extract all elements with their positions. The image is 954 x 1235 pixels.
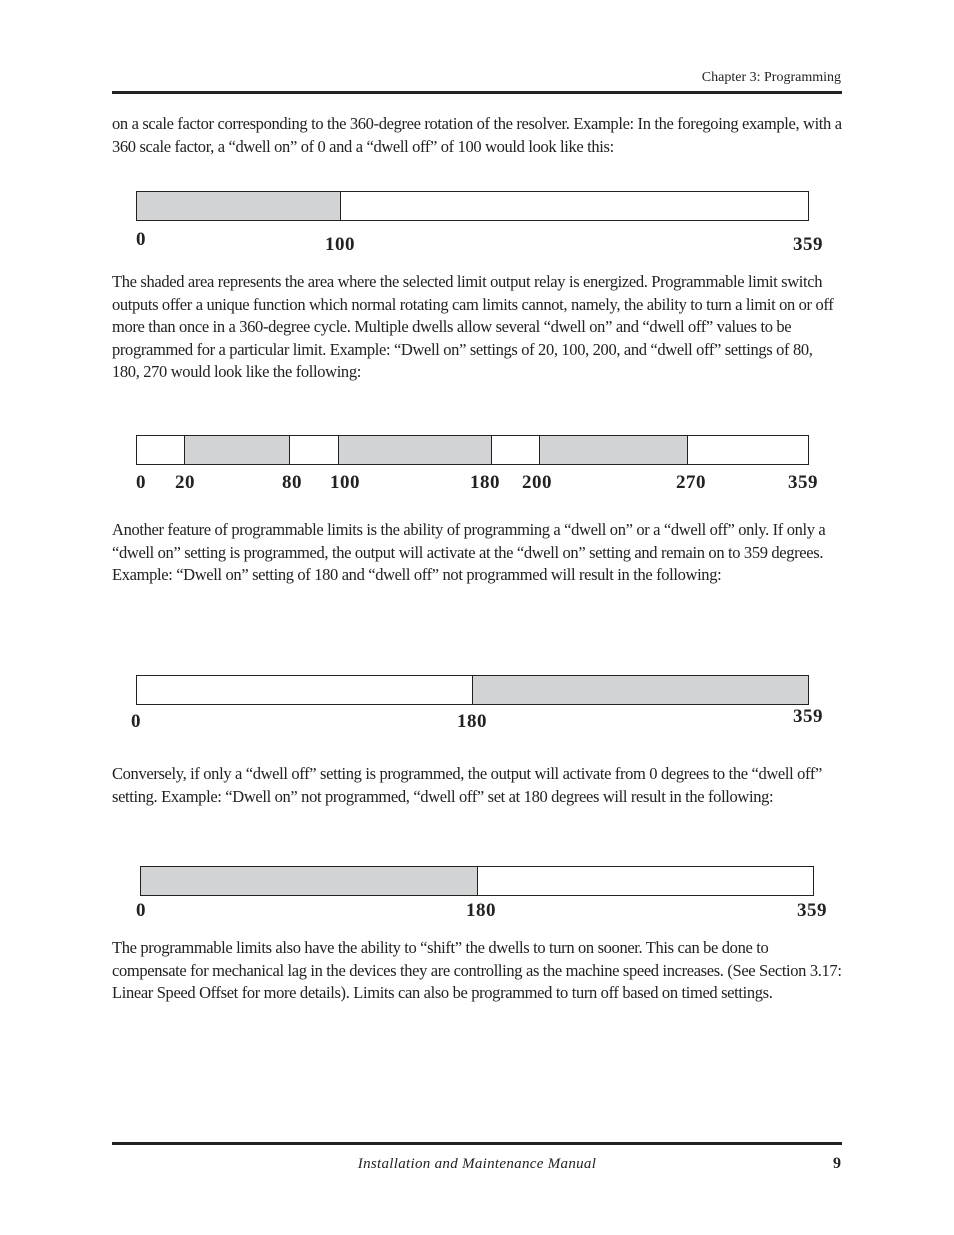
dwell-on-segment	[473, 676, 808, 704]
dwell-on-segment	[339, 436, 491, 464]
tick-label: 200	[522, 472, 552, 493]
page-number: 9	[833, 1155, 841, 1172]
dwell-diagram-4	[140, 866, 814, 896]
tick-label: 359	[788, 472, 818, 493]
dwell-diagram-2	[136, 435, 809, 465]
tick-label: 0	[131, 711, 141, 732]
segment-divider	[687, 436, 688, 464]
tick-label: 20	[175, 472, 195, 493]
header-rule	[112, 91, 842, 94]
paragraph-dwell-on-only: Another feature of programmable limits is the ability of programming a “dwell on” or a “dwell off” only. If only a “dwell on” setting is programmed, the output will activate at the “dwell on” setting and remain on to 359 degrees. Example: “Dwell on” setting of 180 and “dwell off” not programmed will result in the following:	[112, 520, 826, 584]
footer-rule	[112, 1142, 842, 1145]
dwell-diagram-1	[136, 191, 809, 221]
tick-label: 180	[466, 900, 496, 921]
dwell-on-segment	[137, 192, 340, 220]
tick-label: 270	[676, 472, 706, 493]
segment-divider	[477, 867, 478, 895]
tick-label: 100	[330, 472, 360, 493]
segment-divider	[491, 436, 492, 464]
chapter-title: Chapter 3: Programming	[701, 70, 841, 85]
tick-label: 0	[136, 900, 146, 921]
segment-divider	[340, 192, 341, 220]
segment-divider	[289, 436, 290, 464]
manual-title: Installation and Maintenance Manual	[357, 1156, 597, 1172]
tick-label: 180	[457, 711, 487, 732]
paragraph-multiple-dwells: The shaded area represents the area where the selected limit output relay is energized. Programmable limit switch outputs offer a unique function which normal rotating cam limits cannot, namely, the ability to turn a limit on or off more than once in a 360-degree cycle. Multiple dwells allow several “dwell on” and “dwell off” values to be programmed for a particular limit. Example: “Dwell on” settings of 20, 100, 200, and “dwell off” settings of 80, 180, 270 would look like the following:	[112, 272, 834, 381]
dwell-on-segment	[540, 436, 687, 464]
tick-label: 359	[797, 900, 827, 921]
tick-label: 180	[470, 472, 500, 493]
tick-label: 100	[325, 234, 355, 255]
dwell-diagram-3	[136, 675, 809, 705]
tick-label: 0	[136, 472, 146, 493]
paragraph-shift: The programmable limits also have the ability to “shift” the dwells to turn on sooner. This can be done to compensate for mechanical lag in the devices they are controlling as the machine speed increases. (See Section 3.17: Linear Speed Offset for more details). Limits can also be programmed to turn off based on timed settings.	[112, 938, 842, 1002]
tick-label: 359	[793, 706, 823, 727]
tick-label: 80	[282, 472, 302, 493]
dwell-on-segment	[141, 867, 477, 895]
tick-label: 0	[136, 229, 146, 250]
tick-label: 359	[793, 234, 823, 255]
paragraph-intro: on a scale factor corresponding to the 360-degree rotation of the resolver. Example: In the foregoing example, with a 360 scale factor, a “dwell on” of 0 and a “dwell off” of 100 would look like this:	[112, 114, 842, 156]
paragraph-dwell-off-only: Conversely, if only a “dwell off” setting is programmed, the output will activate from 0 degrees to the “dwell off” setting. Example: “Dwell on” not programmed, “dwell off” set at 180 degrees will result in the following:	[112, 764, 822, 806]
dwell-on-segment	[185, 436, 289, 464]
